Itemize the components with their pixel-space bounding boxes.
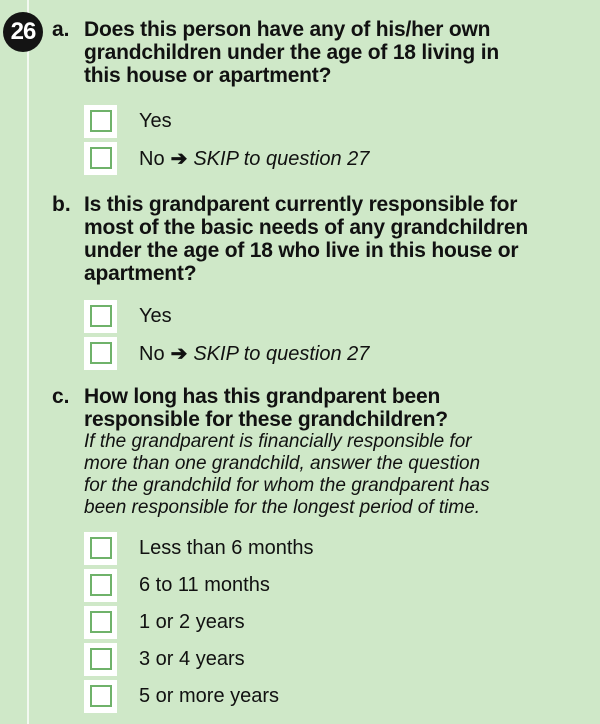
part-c-question <box>84 385 582 431</box>
option-label: Less than 6 months <box>139 536 314 559</box>
part-c-option-5[interactable] <box>84 680 279 712</box>
checkbox[interactable] <box>84 569 117 602</box>
part-a-option-no[interactable] <box>84 142 369 174</box>
arrow-icon: ➔ <box>170 147 188 170</box>
part-a-line-1: Does this person have any of his/her own <box>84 18 491 41</box>
part-b-question <box>84 193 582 285</box>
option-label: Yes <box>139 109 172 132</box>
question-part-c <box>52 385 582 519</box>
part-c-note-3: for the grandchild for whom the grandparent has <box>84 475 490 496</box>
part-c-letter: c. <box>52 385 70 408</box>
question-number-badge: 26 <box>3 12 43 52</box>
part-c-line-1: How long has this grandparent been <box>84 385 441 408</box>
question-part-b <box>52 193 582 285</box>
part-c-option-3[interactable] <box>84 606 245 638</box>
part-c-line-2: responsible for these grandchildren? <box>84 408 448 431</box>
option-label: 6 to 11 months <box>139 573 270 596</box>
part-b-line-1: Is this grandparent currently responsible for <box>84 193 518 216</box>
option-label: Yes <box>139 304 172 327</box>
option-no-text: No <box>139 342 165 365</box>
part-a-option-yes[interactable] <box>84 105 172 137</box>
checkbox-square <box>90 685 112 707</box>
checkbox[interactable] <box>84 680 117 713</box>
part-b-option-yes[interactable] <box>84 300 172 332</box>
checkbox[interactable] <box>84 532 117 565</box>
checkbox-square <box>90 611 112 633</box>
skip-instruction: SKIP to question 27 <box>193 342 370 365</box>
checkbox-square <box>90 648 112 670</box>
part-a-letter: a. <box>52 18 70 41</box>
checkbox[interactable] <box>84 142 117 175</box>
checkbox-square <box>90 574 112 596</box>
part-a-line-2: grandchildren under the age of 18 living in <box>84 41 499 64</box>
part-c-option-4[interactable] <box>84 643 245 675</box>
checkbox[interactable] <box>84 643 117 676</box>
option-label: 5 or more years <box>139 684 280 707</box>
option-no-text: No <box>139 147 165 170</box>
checkbox-square <box>90 342 112 364</box>
skip-instruction: SKIP to question 27 <box>193 147 370 170</box>
part-b-line-2: most of the basic needs of any grandchildren <box>84 216 528 239</box>
part-b-line-3: under the age of 18 who live in this house or <box>84 239 519 262</box>
part-b-letter: b. <box>52 193 71 216</box>
part-c-note-2: more than one grandchild, answer the question <box>84 453 481 474</box>
checkbox[interactable] <box>84 105 117 138</box>
checkbox-square <box>90 147 112 169</box>
part-c-option-1[interactable] <box>84 532 314 564</box>
question-part-a <box>52 18 582 87</box>
checkbox-square <box>90 110 112 132</box>
option-label: 1 or 2 years <box>139 610 245 633</box>
part-c-instruction <box>84 431 582 519</box>
part-a-line-3: this house or apartment? <box>84 64 332 87</box>
margin-line <box>27 0 29 724</box>
checkbox-square <box>90 305 112 327</box>
arrow-icon: ➔ <box>170 342 188 365</box>
part-c-note-4: been responsible for the longest period of time. <box>84 497 481 518</box>
checkbox[interactable] <box>84 300 117 333</box>
option-label <box>139 341 369 366</box>
checkbox[interactable] <box>84 337 117 370</box>
option-label <box>139 146 369 171</box>
part-c-note-1: If the grandparent is financially responsible for <box>84 431 472 452</box>
part-c-option-2[interactable] <box>84 569 270 601</box>
part-b-option-no[interactable] <box>84 337 369 369</box>
checkbox-square <box>90 537 112 559</box>
option-label: 3 or 4 years <box>139 647 245 670</box>
part-b-line-4: apartment? <box>84 262 197 285</box>
part-a-question <box>84 18 582 87</box>
checkbox[interactable] <box>84 606 117 639</box>
